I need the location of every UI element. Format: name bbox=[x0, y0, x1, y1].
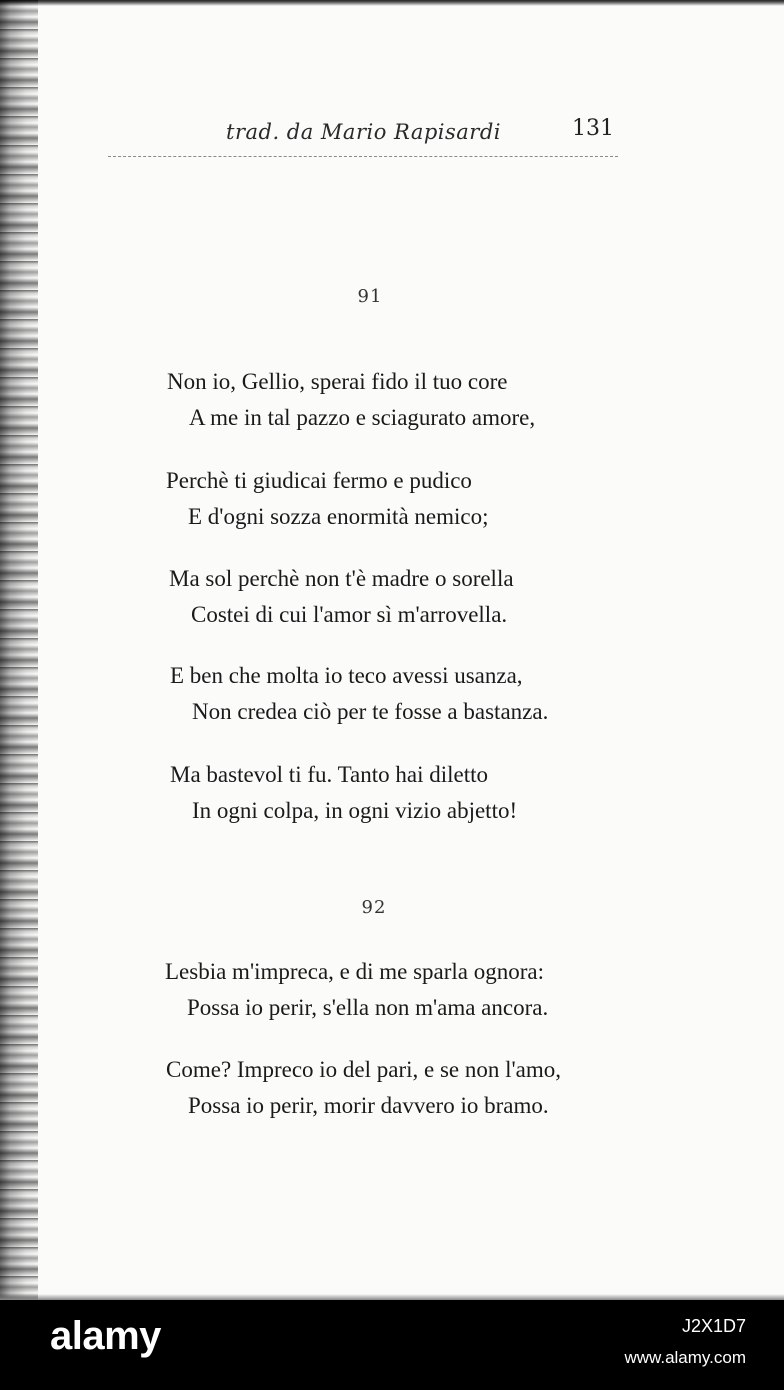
verse-line: Costei di cui l'amor sì m'arrovella. bbox=[191, 602, 508, 627]
verse-line: Lesbia m'impreca, e di me sparla ognora: bbox=[165, 959, 545, 984]
watermark-url: www.alamy.com bbox=[624, 1348, 746, 1367]
header-rule bbox=[108, 156, 618, 157]
verse-line: Non credea ciò per te fosse a bastanza. bbox=[192, 699, 549, 724]
running-title: trad. da Mario Rapisardi bbox=[226, 120, 501, 144]
stanza bbox=[167, 364, 535, 436]
verse-line: Ma sol perchè non t'è madre o sorella bbox=[169, 566, 514, 591]
page-binding-shadow bbox=[0, 0, 38, 1300]
verse-line: Possa io perir, s'ella non m'ama ancora. bbox=[187, 995, 549, 1020]
verse-line: Non io, Gellio, sperai fido il tuo core bbox=[167, 369, 508, 394]
running-head bbox=[160, 112, 618, 156]
stanza bbox=[170, 658, 548, 730]
page-top-edge bbox=[0, 0, 784, 6]
stanza bbox=[169, 561, 514, 633]
page-number: 131 bbox=[572, 116, 614, 141]
verse-line: A me in tal pazzo e sciagurato amore, bbox=[189, 405, 536, 430]
verse-line: Come? Impreco io del pari, e se non l'amo, bbox=[166, 1057, 562, 1082]
verse-line: Perchè ti giudicai fermo e pudico bbox=[166, 468, 472, 493]
stanza bbox=[166, 463, 489, 535]
watermark-logo: alamy bbox=[50, 1314, 161, 1358]
stanza bbox=[165, 954, 548, 1026]
verse-line: E d'ogni sozza enormità nemico; bbox=[188, 504, 489, 529]
watermark-bar bbox=[0, 1300, 784, 1390]
poem-number-91: 91 bbox=[357, 286, 383, 307]
watermark-image-id: J2X1D7 bbox=[681, 1316, 746, 1336]
verse-line: E ben che molta io teco avessi usanza, bbox=[170, 663, 523, 688]
verse-line: Possa io perir, morir davvero io bramo. bbox=[188, 1093, 549, 1118]
verse-line: Ma bastevol ti fu. Tanto hai diletto bbox=[170, 762, 488, 787]
stanza bbox=[170, 757, 517, 829]
verse-line: In ogni colpa, in ogni vizio abjetto! bbox=[192, 798, 518, 823]
stanza bbox=[166, 1052, 561, 1124]
poem-number-92: 92 bbox=[361, 897, 387, 918]
